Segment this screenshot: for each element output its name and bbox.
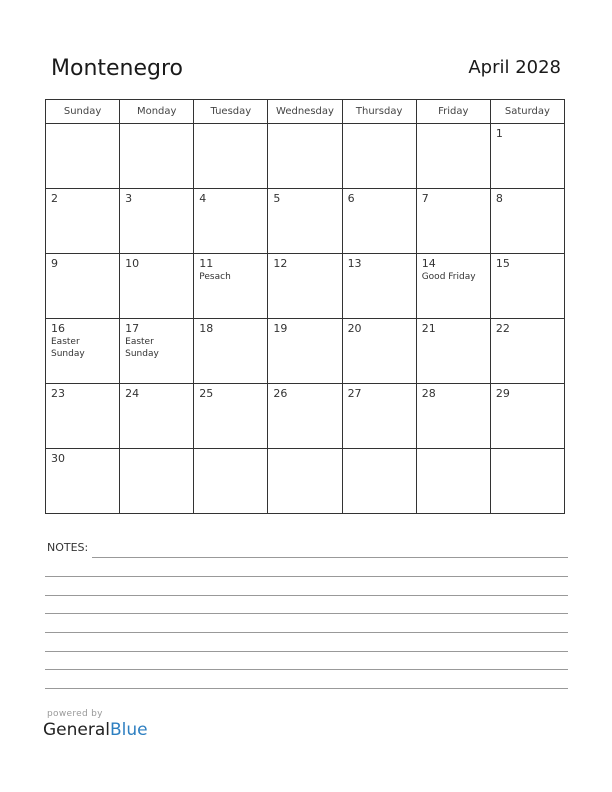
day-cell bbox=[416, 189, 490, 254]
brand-general: General bbox=[43, 720, 110, 740]
day-cell bbox=[342, 384, 416, 449]
day-number: 10 bbox=[125, 257, 140, 270]
note-line bbox=[92, 557, 568, 558]
day-number: 7 bbox=[421, 192, 429, 205]
day-cell bbox=[194, 384, 268, 449]
week-row bbox=[46, 254, 565, 319]
day-number: 21 bbox=[421, 322, 436, 335]
holiday-label: Easter Sunday bbox=[51, 337, 85, 359]
week-row bbox=[46, 124, 565, 189]
day-number: 28 bbox=[421, 387, 436, 400]
brand-blue: Blue bbox=[110, 720, 148, 740]
weekday-thursday: Thursday bbox=[342, 100, 416, 124]
day-cell bbox=[416, 449, 490, 514]
note-line bbox=[45, 595, 568, 596]
day-number: 20 bbox=[347, 322, 362, 335]
day-cell bbox=[268, 319, 342, 384]
holiday-label: Pesach bbox=[199, 272, 231, 282]
day-cell bbox=[268, 124, 342, 189]
day-number: 25 bbox=[199, 387, 214, 400]
day-number: 15 bbox=[495, 257, 510, 270]
day-number: 2 bbox=[51, 192, 58, 205]
day-number: 8 bbox=[495, 192, 503, 205]
week-row bbox=[46, 319, 565, 384]
notes-label: NOTES: bbox=[47, 541, 89, 554]
day-number: 9 bbox=[51, 257, 58, 270]
day-cell bbox=[490, 124, 564, 189]
day-cell bbox=[416, 319, 490, 384]
country-title: Montenegro bbox=[51, 56, 184, 81]
month-year-title: April 2028 bbox=[468, 57, 561, 78]
day-number: 16 bbox=[51, 322, 65, 335]
day-cell bbox=[194, 254, 268, 319]
week-row bbox=[46, 384, 565, 449]
day-cell bbox=[46, 124, 120, 189]
week-row bbox=[46, 449, 565, 514]
day-cell bbox=[120, 254, 194, 319]
week-row bbox=[46, 189, 565, 254]
day-cell bbox=[120, 319, 194, 384]
day-cell bbox=[490, 319, 564, 384]
day-cell bbox=[120, 449, 194, 514]
day-cell bbox=[490, 254, 564, 319]
day-number: 12 bbox=[273, 257, 288, 270]
day-cell bbox=[342, 254, 416, 319]
day-cell bbox=[46, 189, 120, 254]
day-cell bbox=[490, 189, 564, 254]
day-cell bbox=[342, 189, 416, 254]
note-line bbox=[45, 651, 568, 652]
weekday-header-row bbox=[46, 100, 565, 124]
day-cell bbox=[416, 254, 490, 319]
day-cell bbox=[194, 124, 268, 189]
weekday-tuesday: Tuesday bbox=[194, 100, 268, 124]
weekday-friday: Friday bbox=[416, 100, 490, 124]
note-line bbox=[45, 613, 568, 614]
day-number: 6 bbox=[347, 192, 355, 205]
day-number: 4 bbox=[199, 192, 207, 205]
day-cell bbox=[342, 449, 416, 514]
day-number: 13 bbox=[347, 257, 362, 270]
day-cell bbox=[46, 384, 120, 449]
day-number: 29 bbox=[495, 387, 510, 400]
generalblue-logo bbox=[43, 720, 148, 740]
weekday-monday: Monday bbox=[120, 100, 194, 124]
day-number: 14 bbox=[421, 257, 436, 270]
powered-by-text: powered by bbox=[47, 709, 103, 719]
day-cell bbox=[490, 384, 564, 449]
day-number: 5 bbox=[273, 192, 281, 205]
day-cell bbox=[120, 384, 194, 449]
day-cell bbox=[268, 254, 342, 319]
day-number: 1 bbox=[495, 127, 503, 140]
day-cell bbox=[120, 124, 194, 189]
day-cell bbox=[120, 189, 194, 254]
day-number: 17 bbox=[125, 322, 140, 335]
holiday-label: Easter Sunday bbox=[125, 337, 159, 359]
day-cell bbox=[46, 319, 120, 384]
day-cell bbox=[342, 124, 416, 189]
day-cell bbox=[416, 384, 490, 449]
day-number: 27 bbox=[347, 387, 362, 400]
day-number: 30 bbox=[51, 452, 65, 465]
day-cell bbox=[194, 189, 268, 254]
day-cell bbox=[268, 449, 342, 514]
day-number: 22 bbox=[495, 322, 510, 335]
day-number: 11 bbox=[199, 257, 214, 270]
weekday-sunday: Sunday bbox=[46, 100, 120, 124]
day-cell bbox=[268, 189, 342, 254]
day-cell bbox=[46, 254, 120, 319]
day-cell bbox=[268, 384, 342, 449]
day-cell bbox=[46, 449, 120, 514]
holiday-label: Good Friday bbox=[421, 272, 476, 282]
calendar-grid bbox=[45, 99, 565, 514]
day-cell bbox=[194, 319, 268, 384]
note-line bbox=[45, 688, 568, 689]
day-cell bbox=[490, 449, 564, 514]
weekday-saturday: Saturday bbox=[490, 100, 564, 124]
note-line bbox=[45, 632, 568, 633]
note-line bbox=[45, 576, 568, 577]
weekday-wednesday: Wednesday bbox=[268, 100, 342, 124]
day-number: 24 bbox=[125, 387, 140, 400]
day-number: 18 bbox=[199, 322, 214, 335]
day-number: 19 bbox=[273, 322, 288, 335]
day-cell bbox=[194, 449, 268, 514]
day-number: 26 bbox=[273, 387, 288, 400]
day-number: 23 bbox=[51, 387, 65, 400]
day-number: 3 bbox=[125, 192, 133, 205]
note-line bbox=[45, 669, 568, 670]
day-cell bbox=[416, 124, 490, 189]
day-cell bbox=[342, 319, 416, 384]
